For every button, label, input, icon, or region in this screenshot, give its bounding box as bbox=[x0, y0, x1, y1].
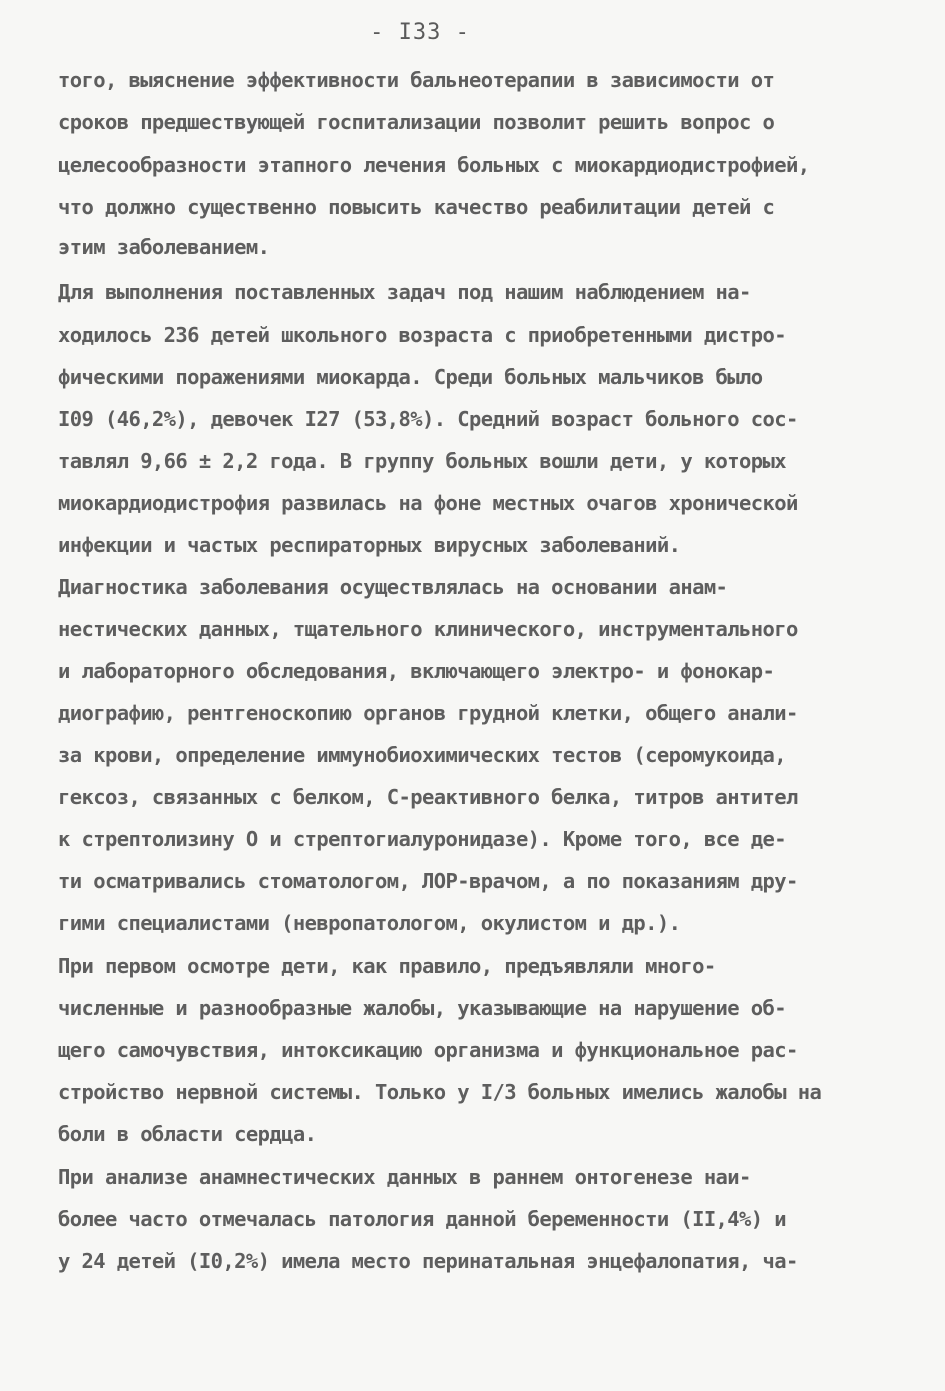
text-line: тавлял 9,66 ± 2,2 года. В группу больных вошли дети, у которых bbox=[58, 449, 787, 473]
text-line: численные и разнообразные жалобы, указывающие на нарушение об- bbox=[58, 996, 787, 1020]
text-line: Для выполнения поставленных задач под нашим наблюдением на- bbox=[58, 280, 751, 304]
text-line: I09 (46,2%), девочек I27 (53,8%). Средний возраст больного сос- bbox=[58, 407, 798, 431]
text-line: гими специалистами (невропатологом, окулистом и др.). bbox=[58, 911, 681, 935]
text-line: более часто отмечалась патология данной беременности (II,4%) и bbox=[58, 1207, 787, 1231]
text-line: стройство нервной системы. Только у I/3 больных имелись жалобы на bbox=[58, 1080, 822, 1104]
text-line: ти осматривались стоматологом, ЛОР-врачом, а по показаниям дру- bbox=[58, 869, 798, 893]
text-line: Диагностика заболевания осуществлялась на основании анам- bbox=[58, 575, 728, 599]
text-line: При первом осмотре дети, как правило, предъявляли много- bbox=[58, 954, 716, 978]
text-line: инфекции и частых респираторных вирусных заболеваний. bbox=[58, 533, 681, 557]
text-line: щего самочувствия, интоксикацию организма и функциональное рас- bbox=[58, 1038, 798, 1062]
text-line: целесообразности этапного лечения больных с миокардиодистрофией, bbox=[58, 153, 810, 177]
text-line: к стрептолизину О и стрептогиалуронидазе). Кроме того, все де- bbox=[58, 827, 787, 851]
text-line: и лабораторного обследования, включающего электро- и фонокар- bbox=[58, 659, 775, 683]
text-line: миокардиодистрофия развилась на фоне местных очагов хронической bbox=[58, 491, 798, 515]
text-line: боли в области сердца. bbox=[58, 1122, 317, 1146]
text-line: нестических данных, тщательного клинического, инструментального bbox=[58, 617, 798, 641]
page-number: - I33 - bbox=[370, 20, 470, 45]
text-line: При анализе анамнестических данных в раннем онтогенезе наи- bbox=[58, 1165, 751, 1189]
text-line: за крови, определение иммунобиохимических тестов (серомукоида, bbox=[58, 743, 787, 767]
text-line: того, выяснение эффективности бальнеотерапии в зависимости от bbox=[58, 68, 775, 92]
text-line: что должно существенно повысить качество реабилитации детей с bbox=[58, 195, 775, 219]
text-line: фическими поражениями миокарда. Среди больных мальчиков было bbox=[58, 365, 763, 389]
text-line: ходилось 236 детей школьного возраста с приобретенными дистро- bbox=[58, 323, 787, 347]
text-line: у 24 детей (I0,2%) имела место перинатальная энцефалопатия, ча- bbox=[58, 1249, 798, 1273]
text-line: диографию, рентгеноскопию органов грудной клетки, общего анали- bbox=[58, 701, 798, 725]
text-line: сроков предшествующей госпитализации позволит решить вопрос о bbox=[58, 110, 775, 134]
text-line: гексоз, связанных с белком, С-реактивного белка, титров антител bbox=[58, 785, 798, 809]
text-line: этим заболеванием. bbox=[58, 235, 270, 259]
